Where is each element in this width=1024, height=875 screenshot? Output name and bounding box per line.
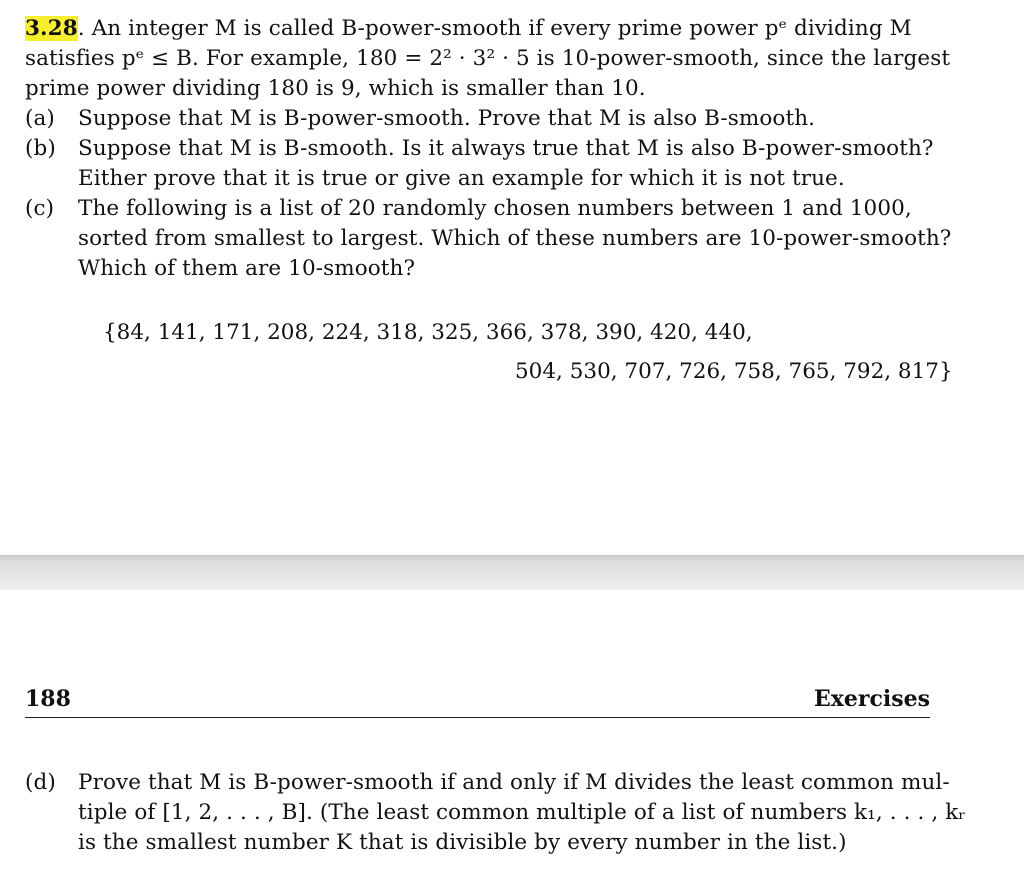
part-b-line-2: Either prove that it is true or give an example for which it is not true.	[78, 166, 845, 191]
part-b-label: (b)	[25, 136, 56, 161]
problem-statement	[25, 14, 952, 284]
part-c-line-2: sorted from smallest to largest. Which of these numbers are 10-power-smooth?	[78, 226, 952, 251]
part-d	[25, 768, 966, 858]
intro-line-1: 3.28. An integer M is called B-power-smooth if every prime power pᵉ dividing M	[25, 16, 912, 41]
part-a-line-1: Suppose that M is B-power-smooth. Prove that M is also B-smooth.	[78, 106, 816, 131]
part-c	[25, 194, 952, 284]
number-set-line-2: 504, 530, 707, 726, 758, 765, 792, 817}	[515, 359, 953, 384]
number-set-line-1: {84, 141, 171, 208, 224, 318, 325, 366, 378, 390, 420, 440,	[103, 320, 753, 345]
part-b-line-1: Suppose that M is B-smooth. Is it always true that M is also B-power-smooth?	[78, 136, 934, 161]
part-a	[25, 104, 930, 134]
part-d-line-1: Prove that M is B-power-smooth if and only if M divides the least common mul-	[78, 770, 950, 795]
intro-line-2: satisfies pᵉ ≤ B. For example, 180 = 2² · 3² · 5 is 10-power-smooth, since the largest	[25, 46, 951, 71]
part-c-label: (c)	[25, 196, 55, 221]
part-d-line-2: tiple of [1, 2, . . . , B]. (The least common multiple of a list of numbers k₁, . . . , kᵣ	[78, 800, 966, 825]
part-d-block	[25, 768, 966, 858]
part-c-line-1: The following is a list of 20 randomly chosen numbers between 1 and 1000,	[78, 196, 912, 221]
intro-line-3: prime power dividing 180 is 9, which is smaller than 10.	[25, 76, 646, 101]
part-b	[25, 134, 934, 194]
part-a-label: (a)	[25, 106, 55, 131]
page-gap	[0, 555, 1024, 590]
problem-number: 3.28	[25, 16, 78, 41]
part-c-line-3: Which of them are 10-smooth?	[78, 256, 416, 281]
section-title: Exercises	[814, 686, 930, 712]
part-d-label: (d)	[25, 770, 56, 795]
part-d-line-3: is the smallest number K that is divisible by every number in the list.)	[78, 830, 847, 855]
running-header	[25, 686, 930, 716]
page-number: 188	[25, 686, 71, 712]
header-rule	[25, 717, 930, 718]
